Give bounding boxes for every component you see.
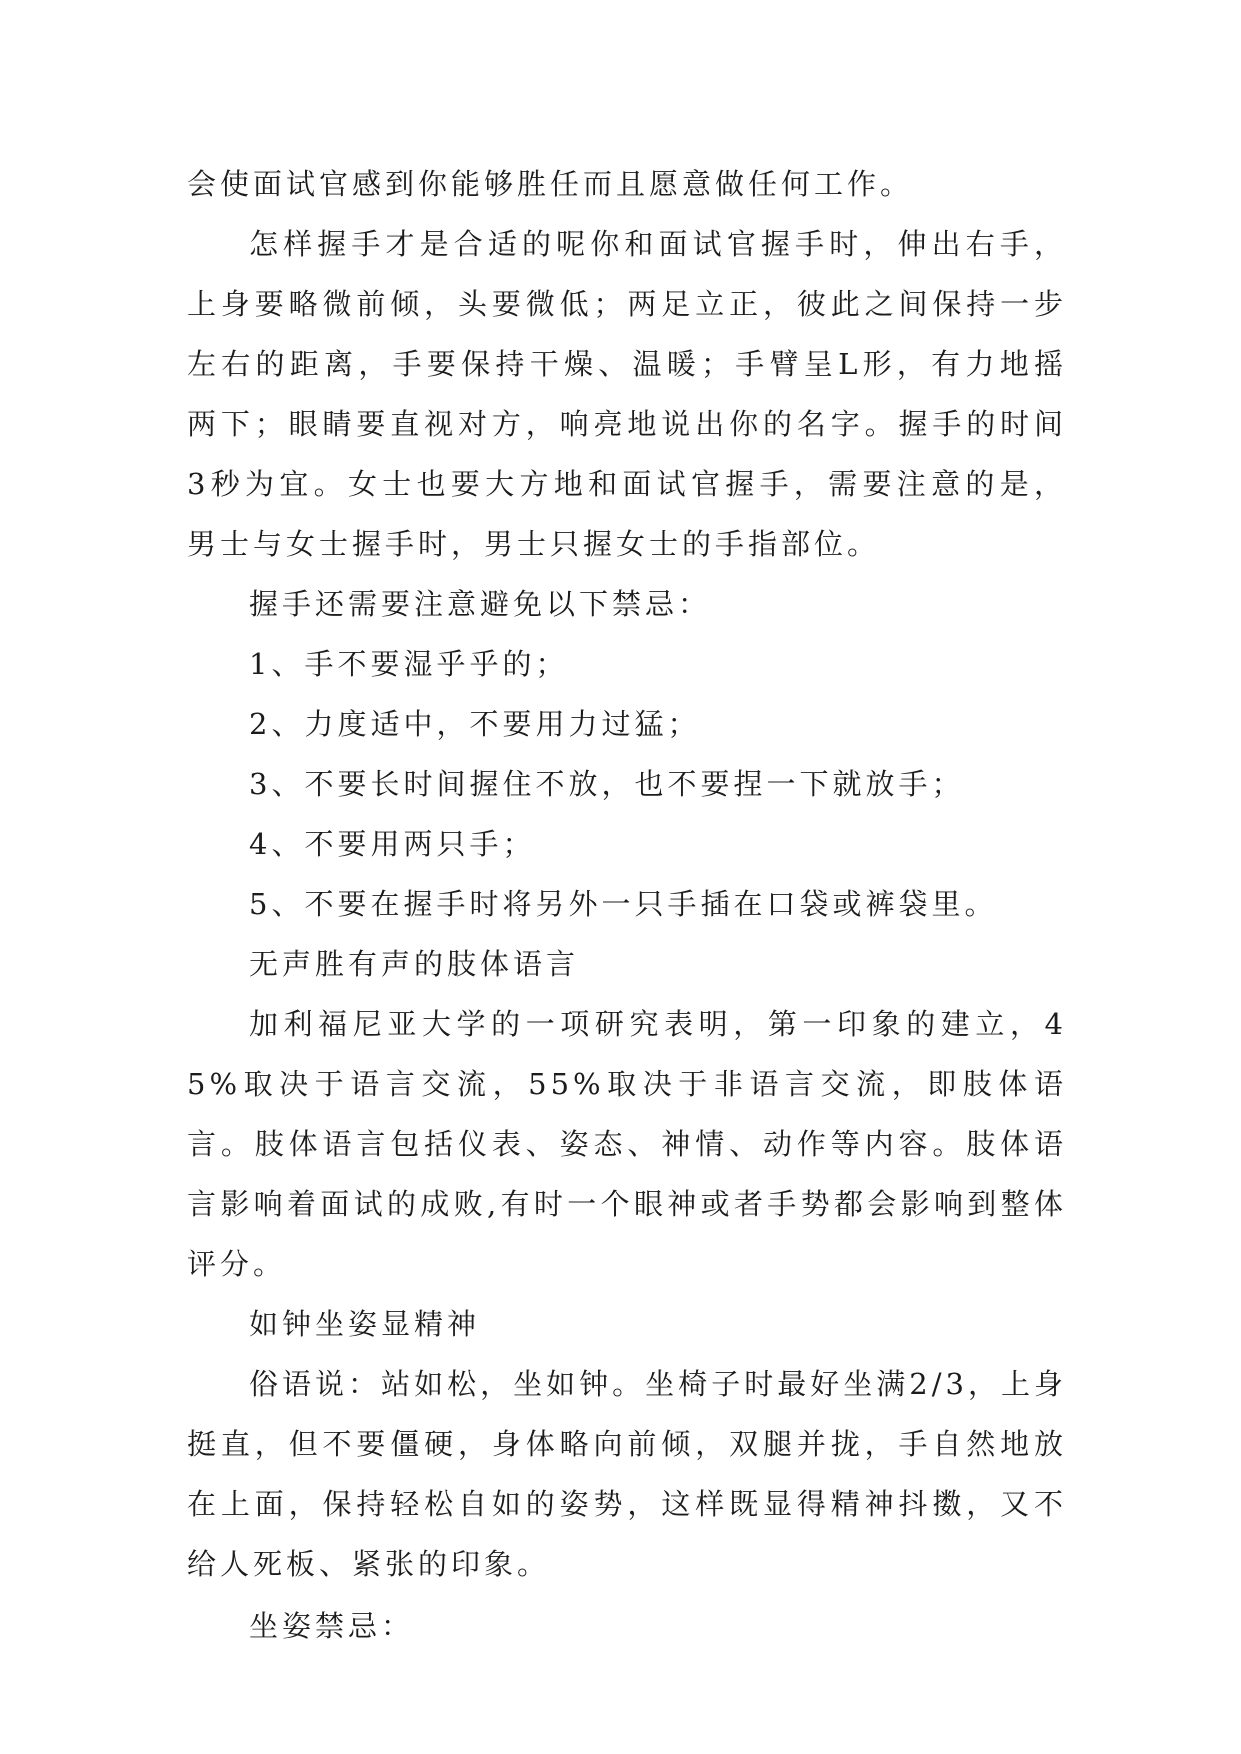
section-heading-sitting-posture: 如钟坐姿显精神: [249, 1307, 481, 1341]
paragraph-body-language: 加利福尼亚大学的一项研究表明，第一印象的建立，45%取决于语言交流，55%取决于非语言交流，即肢体语言。肢体语言包括仪表、姿态、神情、动作等内容。肢体语言影响着面试的成败,有时一个眼神或者手势都会影响到整体评分。: [187, 1007, 1067, 1281]
list-item-taboo-1: 1、手不要湿乎乎的；: [249, 647, 569, 681]
section-heading-body-language: 无声胜有声的肢体语言: [249, 947, 580, 981]
paragraph-handshake-method: 怎样握手才是合适的呢你和面试官握手时，伸出右手，上身要略微前倾，头要微低；两足立正，彼此之间保持一步左右的距离，手要保持干燥、温暖；手臂呈L形，有力地摇两下；眼睛要直视对方，响亮地说出你的名字。握手的时间3秒为宜。女士也要大方地和面试官握手，需要注意的是，男士与女士握手时，男士只握女士的手指部位。: [187, 227, 1067, 561]
list-item-taboo-4: 4、不要用两只手；: [249, 827, 536, 861]
list-item-taboo-5: 5、不要在握手时将另外一只手插在口袋或裤袋里。: [249, 887, 998, 921]
list-item-taboo-3: 3、不要长时间握住不放，也不要捏一下就放手；: [249, 767, 965, 801]
list-item-taboo-2: 2、力度适中，不要用力过猛；: [249, 707, 701, 741]
paragraph-continuation: 会使面试官感到你能够胜任而且愿意做任何工作。: [187, 167, 914, 201]
paragraph-handshake-taboos-intro: 握手还需要注意避免以下禁忌：: [249, 587, 712, 621]
paragraph-sitting-posture: 俗语说：站如松，坐如钟。坐椅子时最好坐满2/3，上身挺直，但不要僵硬，身体略向前倾，双腿并拢，手自然地放在上面，保持轻松自如的姿势，这样既显得精神抖擞，又不给人死板、紧张的印象。: [187, 1367, 1067, 1581]
document-page: [187, 154, 1067, 1656]
paragraph-sitting-taboos-intro: 坐姿禁忌：: [249, 1609, 415, 1643]
